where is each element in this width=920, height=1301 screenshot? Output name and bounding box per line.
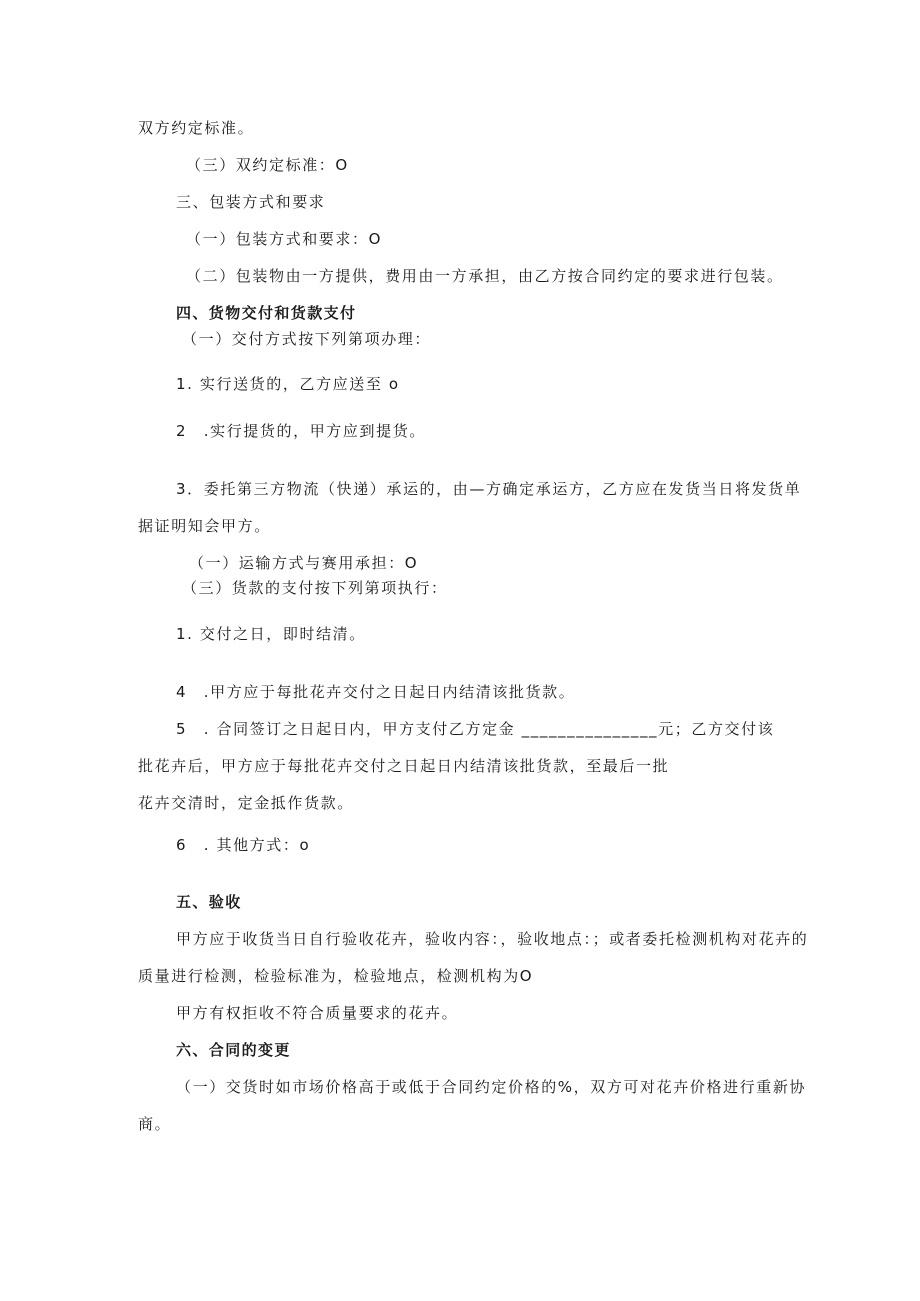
text-line: （三）双约定标准：O bbox=[186, 156, 349, 174]
text-line: （一）交付方式按下列第项办理： bbox=[182, 330, 432, 348]
section-heading: 六、合同的变更 bbox=[176, 1041, 291, 1059]
section-heading: 四、货物交付和货款支付 bbox=[176, 304, 357, 322]
text-line: 2 .实行提货的，甲方应到提货。 bbox=[176, 422, 426, 440]
text-line: 甲方应于收货当日自行验收花卉，验收内容：，验收地点：；或者委托检测机构对花卉的 bbox=[176, 930, 809, 948]
text-line: 质量进行检测，检验标准为，检验地点，检测机构为O bbox=[138, 967, 534, 985]
text-line: 5 . 合同签订之日起日内，甲方支付乙方定金 _______________元；乙方交付该 bbox=[176, 720, 775, 738]
text-line: 1. 实行送货的，乙方应送至 o bbox=[176, 375, 400, 393]
text-line: 花卉交清时，定金抵作货款。 bbox=[138, 794, 354, 812]
text-line: 批花卉后，甲方应于每批花卉交付之日起日内结清该批货款，至最后一批 bbox=[138, 757, 670, 775]
section-heading: 五、验收 bbox=[176, 893, 242, 911]
text-line: （一）包装方式和要求：O bbox=[186, 230, 383, 248]
text-line: 双方约定标准。 bbox=[138, 119, 255, 137]
text-line: （一）运输方式与赛用承担：O bbox=[189, 554, 419, 572]
text-line: 4 .甲方应于每批花卉交付之日起日内结清该批货款。 bbox=[176, 683, 576, 701]
text-line: 3．委托第三方物流（快递）承运的，由—方确定承运方，乙方应在发货当日将发货单 bbox=[176, 480, 802, 498]
text-line: （一）交货时如市场价格高于或低于合同约定价格的%，双方可对花卉价格进行重新协 bbox=[176, 1078, 807, 1096]
text-line: 1. 交付之日，即时结清。 bbox=[176, 625, 366, 643]
section-heading: 三、包装方式和要求 bbox=[176, 193, 326, 211]
text-line: 据证明知会甲方。 bbox=[138, 517, 271, 535]
text-line: 甲方有权拒收不符合质量要求的花卉。 bbox=[176, 1004, 459, 1022]
text-line: （三）货款的支付按下列第项执行： bbox=[182, 579, 448, 597]
text-line: 商。 bbox=[138, 1115, 172, 1133]
text-line: 6 . 其他方式：o bbox=[176, 836, 311, 854]
text-line: （二）包装物由一方提供，费用由一方承担，由乙方按合同约定的要求进行包装。 bbox=[186, 267, 784, 285]
